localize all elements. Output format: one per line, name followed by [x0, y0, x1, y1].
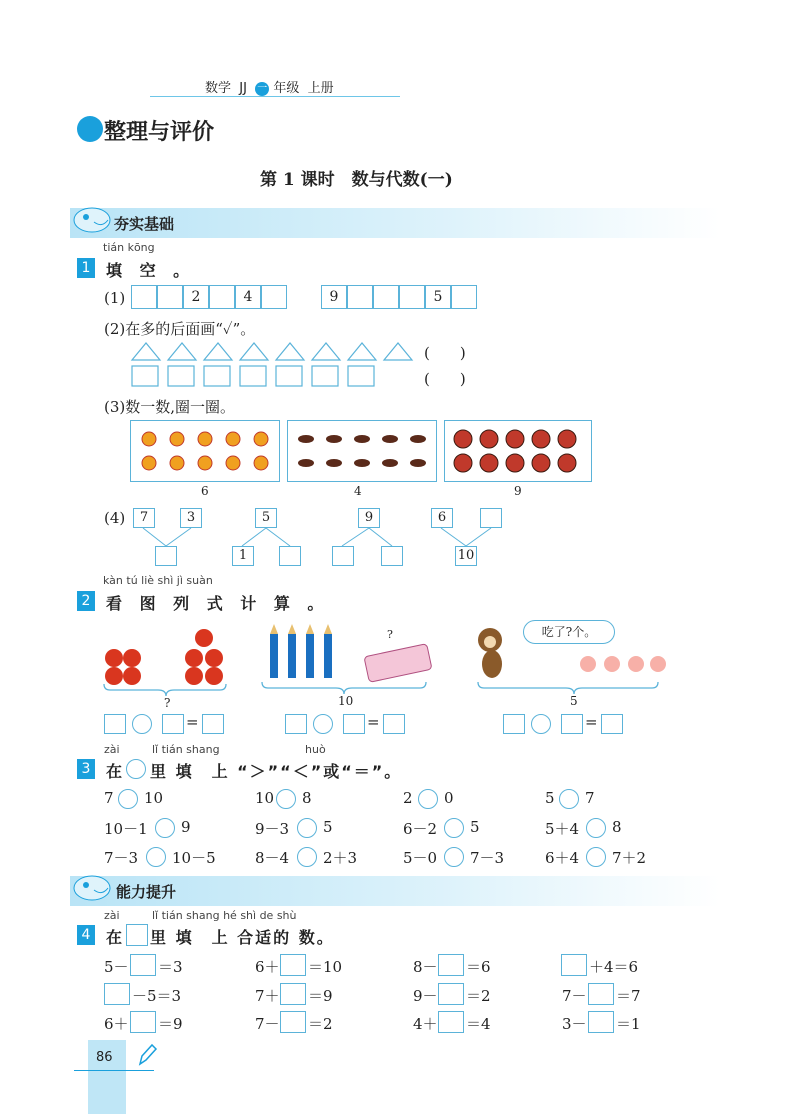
fill-box[interactable] [438, 954, 464, 976]
compare-circle[interactable] [586, 818, 606, 838]
fill-box[interactable] [280, 1011, 306, 1033]
number-cell[interactable] [373, 285, 399, 309]
fill-prefix: 3－ [562, 1015, 587, 1033]
square-row [130, 364, 380, 388]
compare-left: 6＋4 [545, 849, 580, 867]
bond-bottom-box[interactable] [332, 546, 354, 566]
compare-left: 5＋4 [545, 820, 580, 838]
header-rule [150, 96, 400, 97]
ant-icons [288, 421, 436, 481]
square-icon [132, 366, 158, 386]
bond-top-box: 3 [180, 508, 202, 528]
answer-box[interactable] [503, 714, 525, 734]
triangle-row [130, 340, 420, 362]
number-cell: 5 [425, 285, 451, 309]
compare-right: 5 [323, 818, 333, 836]
number-cell[interactable] [347, 285, 373, 309]
number-cell: 9 [321, 285, 347, 309]
q3-pinyin: huò [305, 743, 326, 756]
q4-title-end: 里 填 上 合适的 数。 [150, 928, 335, 947]
compare-circle[interactable] [118, 789, 138, 809]
compare-right: 0 [444, 789, 454, 807]
bond-top-box[interactable] [480, 508, 502, 528]
bond-bottom-box[interactable] [155, 546, 177, 566]
compare-right: 8 [612, 818, 622, 836]
fill-prefix: 7＋ [255, 987, 280, 1005]
compare-circle[interactable] [297, 847, 317, 867]
answer-paren-1[interactable]: ( ) [424, 344, 466, 362]
fill-suffix: ＋4＝6 [589, 958, 639, 976]
bond-top-box: 7 [133, 508, 155, 528]
compare-circle[interactable] [276, 789, 296, 809]
fill-box[interactable] [588, 983, 614, 1005]
triangle-icon [312, 343, 340, 360]
fill-suffix: ＝2 [466, 987, 491, 1005]
number-cell[interactable] [209, 285, 235, 309]
count-label: 6 [201, 484, 209, 498]
footer-rule [74, 1070, 154, 1071]
fill-box[interactable] [280, 983, 306, 1005]
equals-sign: = [585, 713, 598, 731]
compare-circle[interactable] [586, 847, 606, 867]
compare-circle[interactable] [444, 818, 464, 838]
q1-number: 1 [77, 258, 95, 278]
compare-left: 10－1 [104, 820, 148, 838]
compare-circle[interactable] [559, 789, 579, 809]
fill-box[interactable] [561, 954, 587, 976]
answer-box[interactable] [383, 714, 405, 734]
q4-pinyin: zài [104, 909, 120, 922]
compare-right: 10－5 [172, 849, 216, 867]
pencil-icon [136, 1042, 158, 1068]
q2-number: 2 [77, 591, 95, 611]
q1-pinyin: tián kōng [103, 241, 155, 254]
bond-top-box: 6 [431, 508, 453, 528]
fill-prefix: 9－ [413, 987, 438, 1005]
triangle-icon [168, 343, 196, 360]
lesson-title: 第 1 课时 数与代数(一) [260, 170, 453, 190]
compare-circle[interactable] [146, 847, 166, 867]
compare-right: 7－3 [470, 849, 505, 867]
fill-box[interactable] [438, 1011, 464, 1033]
band-advanced-title: 能力提升 [116, 883, 177, 901]
page-number: 86 [96, 1050, 113, 1065]
fill-box[interactable] [438, 983, 464, 1005]
speech-bubble: 吃了?个。 [523, 620, 615, 644]
number-cell[interactable] [399, 285, 425, 309]
bond-bottom-box: 1 [232, 546, 254, 566]
square-icon [348, 366, 374, 386]
number-cell[interactable] [451, 285, 477, 309]
fill-suffix: ＝1 [616, 1015, 641, 1033]
apple-icons [105, 629, 223, 685]
compare-left: 7 [104, 789, 114, 807]
q1-part3-label: (3)数一数,圈一圈。 [104, 398, 236, 416]
ladybug-box [444, 420, 592, 482]
band-basics-title: 夯实基础 [114, 215, 175, 233]
operator-circle[interactable] [132, 714, 152, 734]
bond-bottom-box: 10 [455, 546, 477, 566]
answer-box[interactable] [601, 714, 623, 734]
q1-title: 填 空 。 [106, 261, 196, 280]
compare-circle[interactable] [155, 818, 175, 838]
pencil-question: ? [387, 628, 393, 641]
fill-prefix: 6＋ [255, 958, 280, 976]
fill-suffix: ＝7 [616, 987, 641, 1005]
grade-badge: 一 [257, 82, 268, 94]
answer-box[interactable] [202, 714, 224, 734]
compare-left: 5－0 [403, 849, 438, 867]
compare-right: 5 [470, 818, 480, 836]
triangle-icon [132, 343, 160, 360]
picture-label: ? [164, 696, 171, 710]
section-title: 整理与评价 [104, 120, 215, 145]
fill-suffix: ＝4 [466, 1015, 491, 1033]
fill-box[interactable] [280, 954, 306, 976]
square-icon [312, 366, 338, 386]
compare-left: 2 [403, 789, 413, 807]
bond-bottom-box[interactable] [381, 546, 403, 566]
triangle-icon [384, 343, 412, 360]
compare-right: 7 [585, 789, 595, 807]
equals-sign: = [367, 713, 380, 731]
section-bullet [77, 116, 103, 142]
answer-box[interactable] [162, 714, 184, 734]
q4-number: 4 [77, 925, 95, 945]
number-cell[interactable] [131, 285, 157, 309]
triangle-icon [348, 343, 376, 360]
number-cell: 2 [183, 285, 209, 309]
answer-box[interactable] [343, 714, 365, 734]
ladybug-icons [445, 421, 591, 481]
count-label: 4 [354, 484, 362, 498]
compare-left: 9－3 [255, 820, 290, 838]
answer-box[interactable] [561, 714, 583, 734]
picture-label: 10 [338, 694, 354, 708]
fill-prefix: 7－ [255, 1015, 280, 1033]
peach-icons [580, 656, 666, 672]
q1-part2-label: (2)在多的后面画“✓”。 [104, 320, 256, 338]
running-header: 数学 JJ 一 年级 上册 [205, 81, 334, 96]
operator-circle[interactable] [531, 714, 551, 734]
count-label: 9 [514, 484, 522, 498]
fill-box[interactable] [588, 1011, 614, 1033]
circle-symbol-icon [126, 759, 146, 779]
answer-paren-2[interactable]: ( ) [424, 370, 466, 388]
equals-sign: = [186, 713, 199, 731]
triangle-icon [204, 343, 232, 360]
number-cell[interactable] [261, 285, 287, 309]
q4-pinyin: lǐ tián shang hé shì de shù [152, 909, 297, 922]
compare-right: 7＋2 [612, 849, 647, 867]
number-cell[interactable] [157, 285, 183, 309]
square-icon [240, 366, 266, 386]
fill-suffix: ＝9 [158, 1015, 183, 1033]
triangle-icon [276, 343, 304, 360]
fill-suffix: ＝3 [158, 958, 183, 976]
compare-right: 9 [181, 818, 191, 836]
fill-prefix: 6＋ [104, 1015, 129, 1033]
fill-suffix: －5＝3 [132, 987, 182, 1005]
dragon-mascot-icon [72, 870, 114, 904]
q3-number: 3 [77, 759, 95, 779]
compare-circle[interactable] [444, 847, 464, 867]
compare-right: 2＋3 [323, 849, 358, 867]
compare-circle[interactable] [418, 789, 438, 809]
bird-box [130, 420, 280, 482]
square-icon [168, 366, 194, 386]
q2-pinyin: kàn tú liè shì jì suàn [103, 574, 213, 587]
pencil-box-icon [364, 644, 432, 683]
fill-box[interactable] [104, 983, 130, 1005]
fill-suffix: ＝9 [308, 987, 333, 1005]
answer-box[interactable] [285, 714, 307, 734]
bond-top-box: 9 [358, 508, 380, 528]
bond-top-box: 5 [255, 508, 277, 528]
compare-circle[interactable] [297, 818, 317, 838]
fill-prefix: 8－ [413, 958, 438, 976]
box-symbol-icon [126, 924, 148, 946]
q2-title: 看 图 列 式 计 算 。 [106, 594, 330, 613]
q3-title-start: 在 [106, 762, 125, 781]
fill-suffix: ＝6 [466, 958, 491, 976]
compare-left: 7－3 [104, 849, 139, 867]
bird-icons [131, 421, 279, 481]
compare-left: 5 [545, 789, 555, 807]
answer-box[interactable] [104, 714, 126, 734]
ant-box [287, 420, 437, 482]
fill-box[interactable] [130, 1011, 156, 1033]
picture-label: 5 [570, 694, 578, 708]
fill-prefix: 4＋ [413, 1015, 438, 1033]
operator-circle[interactable] [313, 714, 333, 734]
q1-part1-label: (1) [104, 289, 126, 307]
q3-pinyin: zài [104, 743, 120, 756]
square-icon [276, 366, 302, 386]
bond-bottom-box[interactable] [279, 546, 301, 566]
number-cell: 4 [235, 285, 261, 309]
compare-right: 8 [302, 789, 312, 807]
compare-right: 10 [144, 789, 164, 807]
compare-left: 10 [255, 789, 275, 807]
q3-title-end: 里 填 上 “＞”“＜”或“＝”。 [150, 762, 403, 781]
fill-prefix: 5－ [104, 958, 129, 976]
compare-left: 6－2 [403, 820, 438, 838]
q3-pinyin: lǐ tián shang [152, 743, 220, 756]
triangle-icon [240, 343, 268, 360]
compare-left: 8－4 [255, 849, 290, 867]
square-icon [204, 366, 230, 386]
q1-part4-label: (4) [104, 509, 126, 527]
fill-suffix: ＝2 [308, 1015, 333, 1033]
fill-box[interactable] [130, 954, 156, 976]
q4-title-start: 在 [106, 928, 125, 947]
fill-suffix: ＝10 [308, 958, 343, 976]
pencil-icons [270, 624, 332, 678]
dragon-mascot-icon [72, 202, 114, 236]
fill-prefix: 7－ [562, 987, 587, 1005]
monkey-icon [478, 628, 502, 678]
